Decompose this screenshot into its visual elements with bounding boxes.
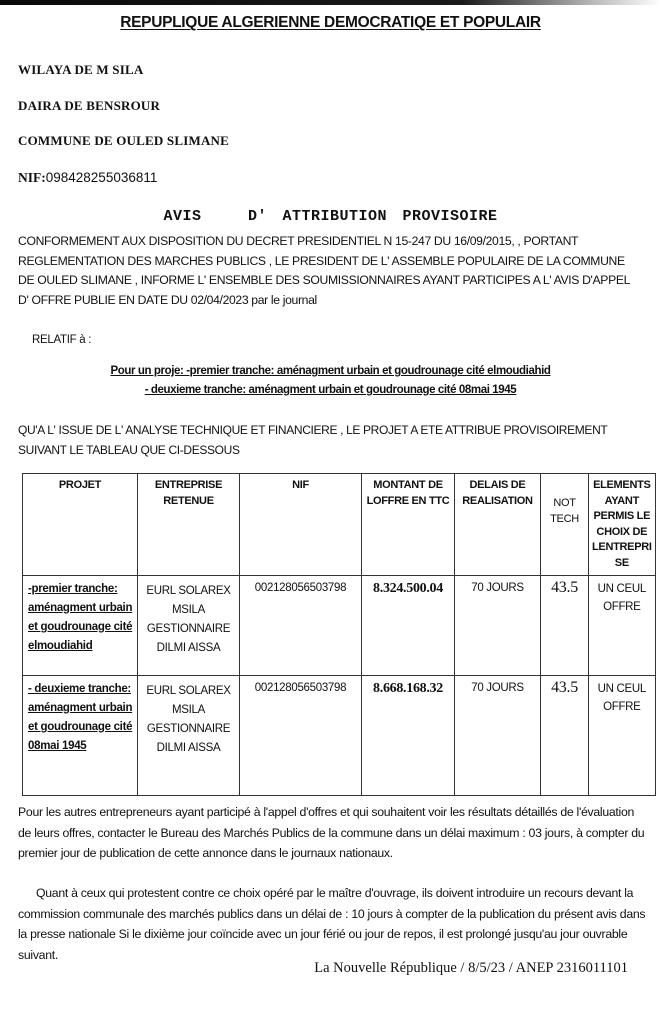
cell-note: 43.5 bbox=[541, 576, 589, 676]
cell-entreprise: EURL SOLAREX MSILA GESTIONNAIRE DILMI AISSA bbox=[138, 576, 240, 676]
cell-montant: 8.668.168.32 bbox=[362, 676, 455, 796]
document-header-title bbox=[0, 14, 661, 32]
publication-source: La Nouvelle République / 8/5/23 / ANEP 2316011101 bbox=[314, 960, 628, 976]
cell-elements: UN CEUL OFFRE bbox=[589, 676, 656, 796]
appeal-paragraph: Quant à ceux qui protestent contre ce choix opéré par le maître d'ouvrage, ils doivent introduire un recours devant la commission communale des marchés publics dans un délai de : 10 jours à compter de la publication du présent avis dans la presse nationale Si le dixième jour coïncide avec un jour férié ou jour de repos, il est prolongé jusqu'au jour ouvrable suivant. bbox=[18, 886, 646, 962]
cell-projet: -premier tranche: aménagment urbain et goudrounage cité elmoudiahid bbox=[23, 576, 138, 676]
results-contact-paragraph: Pour les autres entrepreneurs ayant participé à l'appel d'offres et qui souhaitent voir les résultats détaillés de l'évaluation de leurs offres, contacter le Bureau des Marchés Publics de la commune dans un délai maximum : 03 jours, à compter du premier jour de publication de cette annonce dans le journaux nationaux. bbox=[18, 805, 645, 860]
subject-line-1: Pour un proje: -premier tranche: aménagment urbain et goudrounage cité elmoudiahid bbox=[110, 365, 551, 377]
table-header-row bbox=[23, 474, 656, 576]
scan-top-edge bbox=[0, 0, 661, 5]
table-row bbox=[23, 576, 656, 676]
notice-intro: CONFORMEMENT AUX DISPOSITION DU DECRET PRESIDENTIEL N 15-247 DU 16/09/2015, , PORTANT REGLEMENTATION DES MARCHES PUBLICS , LE PRESIDENT DE L' ASSEMBLE POPULAIRE DE LA COMMUNE DE OULED SLIMANE , INFORME L' ENSEMBLE DES SOUMISSIONNAIRES AYANT PARTICIPES A L' AVIS D'APPEL D' OFFRE PUBLIE EN DATE DU 02/04/2023 par le journal bbox=[18, 234, 630, 307]
cell-nif: 002128056503798 bbox=[240, 676, 362, 796]
col-header-elements: ELEMENTS AYANT PERMIS LE CHOIX DE LENTREPRI SE bbox=[589, 474, 656, 576]
cell-montant: 8.324.500.04 bbox=[362, 576, 455, 676]
cell-delais: 70 JOURS bbox=[455, 676, 541, 796]
subject-line-2: - deuxieme tranche: aménagment urbain et goudrounage cité 08mai 1945 bbox=[144, 384, 517, 396]
nif-line bbox=[18, 170, 157, 186]
nif-value: 098428255036811 bbox=[45, 170, 158, 185]
attribution-table bbox=[22, 473, 656, 796]
col-header-nif: NIF bbox=[240, 474, 362, 576]
cell-elements: UN CEUL OFFRE bbox=[589, 576, 656, 676]
col-header-note: NOT TECH bbox=[541, 474, 589, 576]
col-header-montant: MONTANT DE LOFFRE EN TTC bbox=[362, 474, 455, 576]
wilaya-line: WILAYA DE M SILA bbox=[18, 62, 144, 77]
cell-delais: 70 JOURS bbox=[455, 576, 541, 676]
cell-nif: 002128056503798 bbox=[240, 576, 362, 676]
notice-title: AVIS D' ATTRIBUTION PROVISOIRE bbox=[163, 208, 498, 225]
daira-line: DAIRA DE BENSROUR bbox=[18, 98, 161, 113]
col-header-projet: PROJET bbox=[23, 474, 138, 576]
attribution-statement: QU'A L' ISSUE DE L' ANALYSE TECHNIQUE ET FINANCIERE , LE PROJET A ETE ATTRIBUE PROVISOIREMENT SUIVANT LE TABLEAU QUE CI-DESSOUS bbox=[18, 423, 608, 457]
header-title-text: REPUPLIQUE ALGERIENNE DEMOCRATIQE ET POPULAIR bbox=[120, 14, 541, 31]
nif-label: NIF: bbox=[18, 170, 46, 185]
cell-note: 43.5 bbox=[541, 676, 589, 796]
table-row bbox=[23, 676, 656, 796]
col-header-entreprise: ENTREPRISE RETENUE bbox=[138, 474, 240, 576]
col-header-delais: DELAIS DE REALISATION bbox=[455, 474, 541, 576]
relatif-label: RELATIF à : bbox=[32, 334, 92, 346]
cell-projet: - deuxieme tranche: aménagment urbain et goudrounage cité 08mai 1945 bbox=[23, 676, 138, 796]
commune-line: COMMUNE DE OULED SLIMANE bbox=[18, 133, 230, 148]
project-subject bbox=[0, 362, 661, 400]
cell-entreprise: EURL SOLAREX MSILA GESTIONNAIRE DILMI AISSA bbox=[138, 676, 240, 796]
